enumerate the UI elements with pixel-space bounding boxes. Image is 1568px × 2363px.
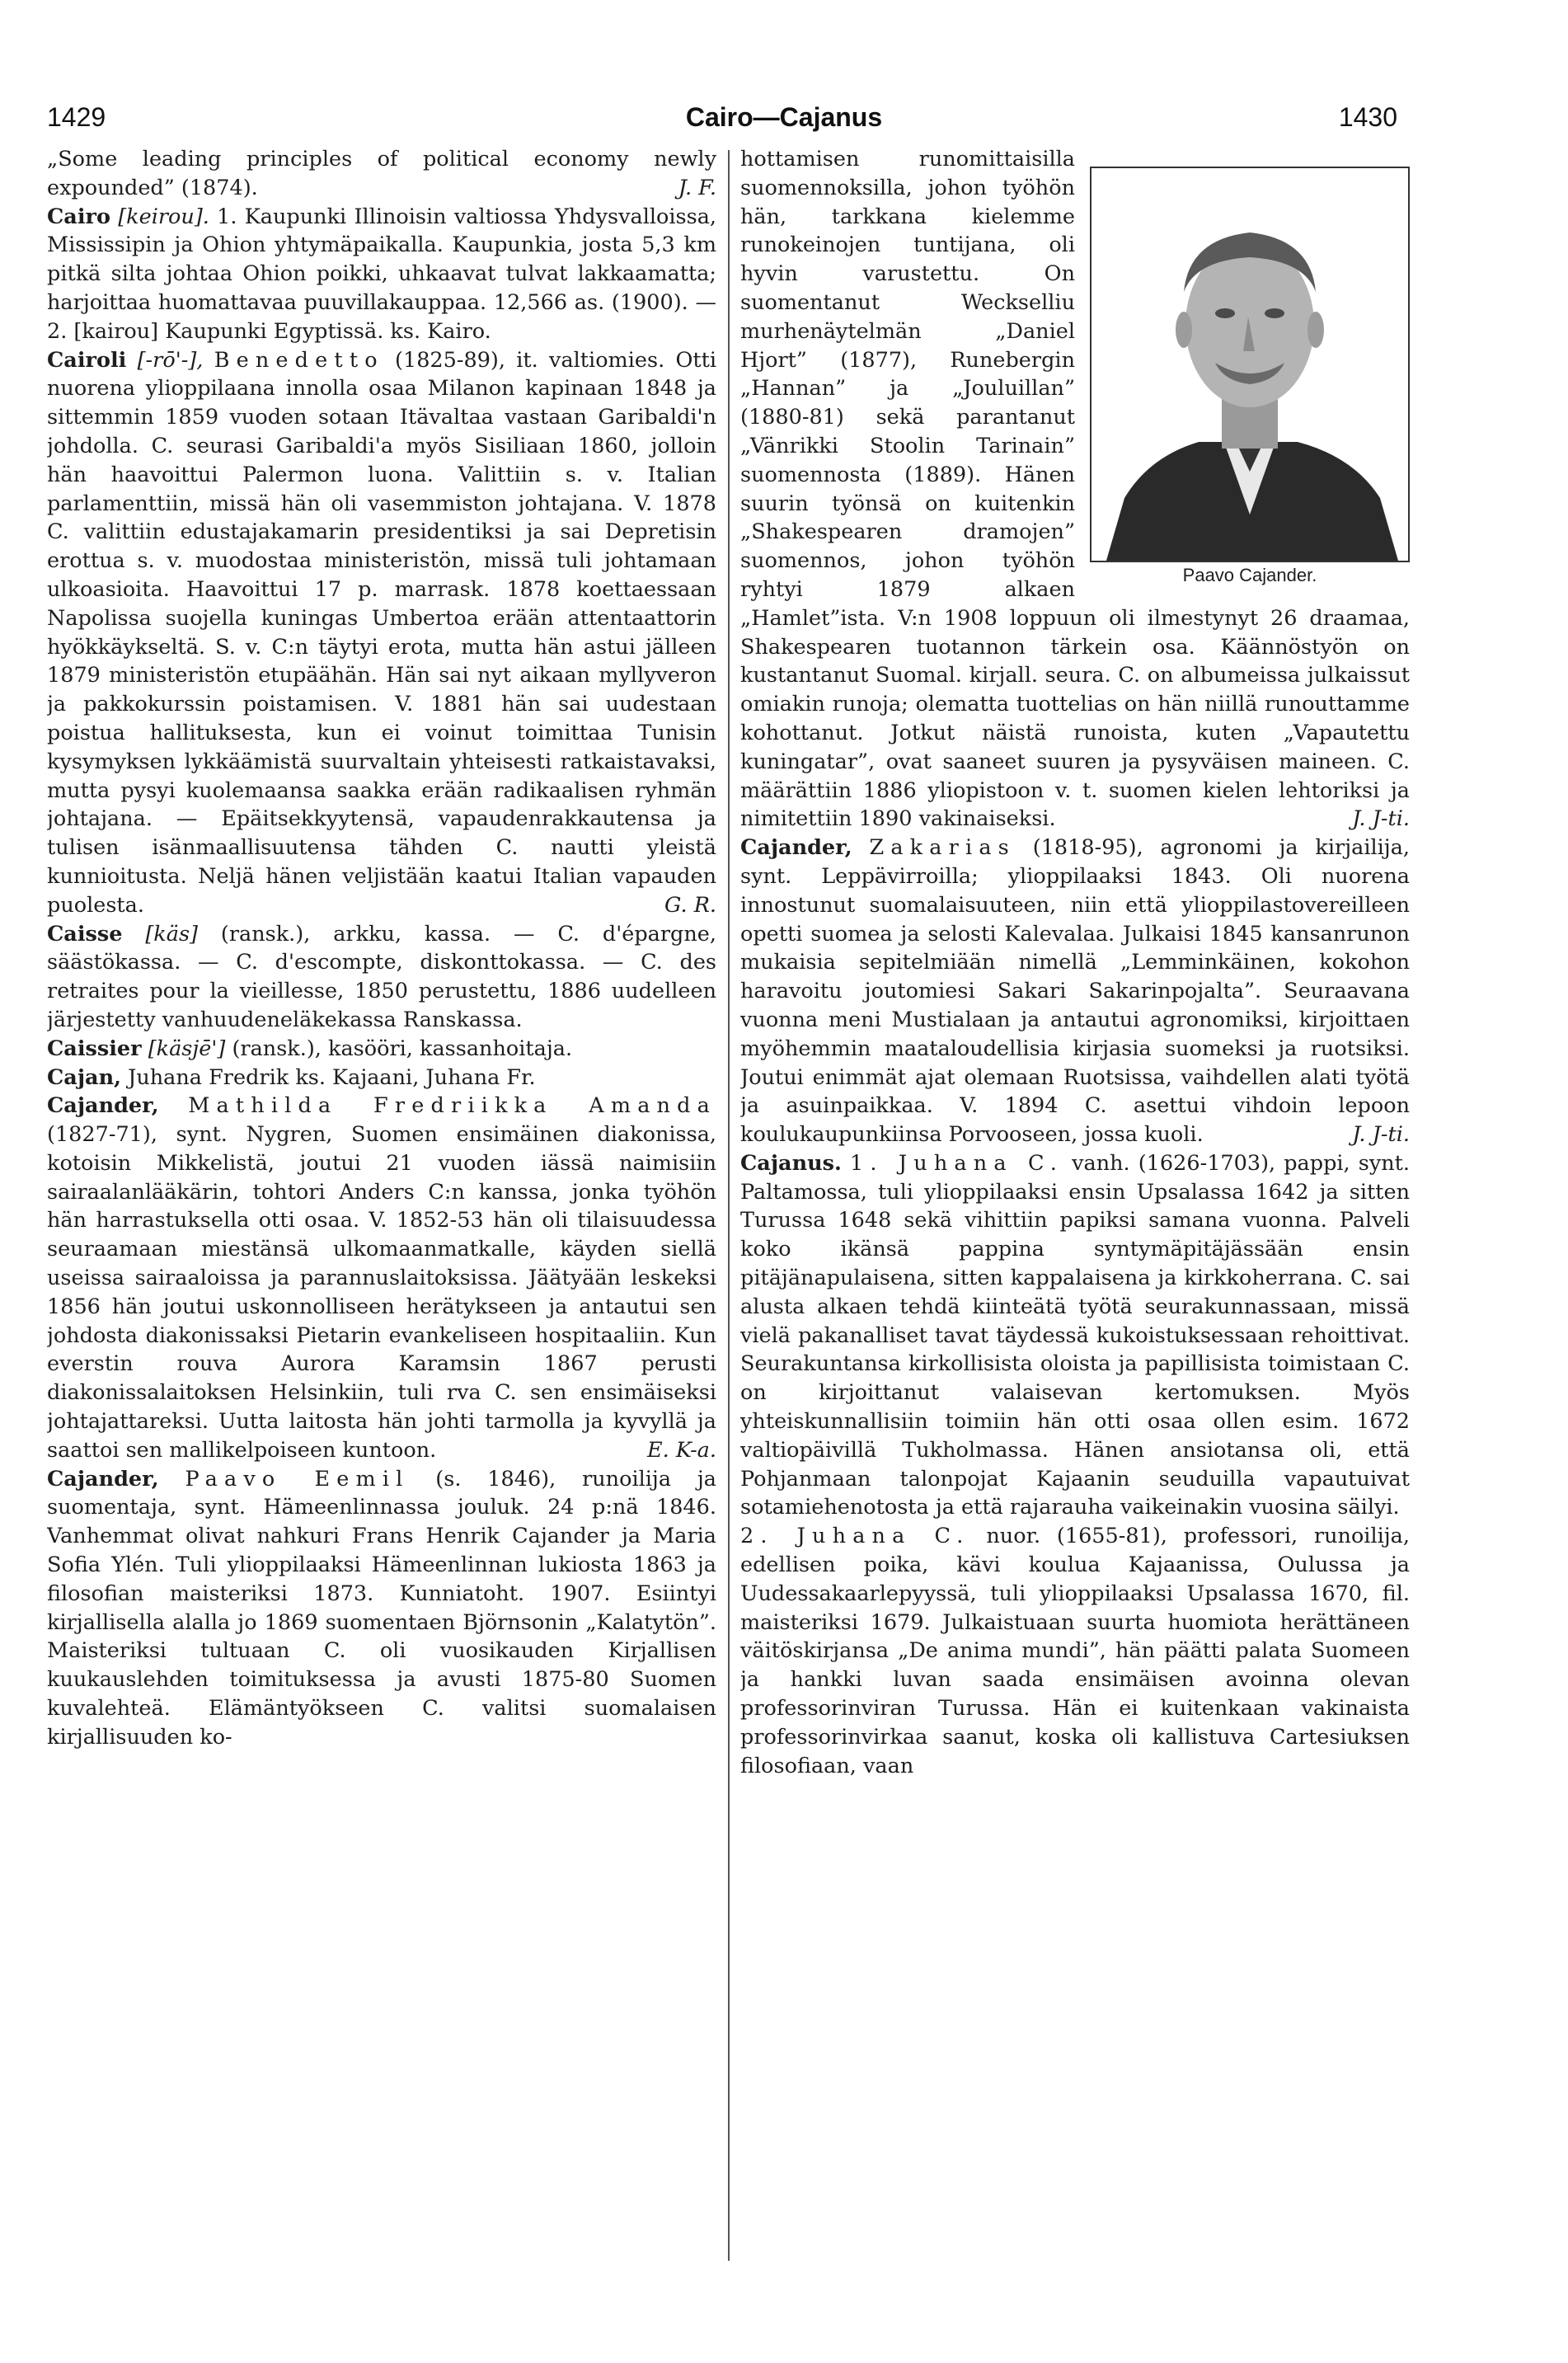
- article-entry: [740, 1149, 1410, 1522]
- entry-text: (1827-71), synt. Nygren, Suomen ensimäinen diakonissa, kotoisin Mikkelistä, joutui 21 vuoden iässä naimisiin sairaalanlääkärin, tohtori Anders C:n kanssa, jonka työhön hän harrastuksella otti osaa. V. 1852-53 hän oli tilaisuudessa seuraamaan miestänsä ulkomaanmatkalle, käyden siellä useissa sairaaloissa ja parannuslaitoksissa. Jäätyään leskeksi 1856 hän joutui uskonnolliseen herätykseen ja antautui sen johdosta diakonissaksi Pietarin evankeliseen hospitaaliin. Kun everstin rouva Aurora Karamsin 1867 perusti diakonissalaitoksen Helsinkiin, tuli rva C. sen ensimäiseksi johtajattareksi. Uutta laitosta hän johti tarmolla ja kyvyllä ja saattoi sen mallikelpoiseen kuntoon.: [47, 1122, 716, 1463]
- entry-text: „Some leading principles of political economy newly expounded” (1874).: [47, 147, 716, 200]
- right-column: [740, 145, 1410, 2289]
- pronunciation: [käsjē']: [148, 1036, 226, 1061]
- entry-text: nuor. (1655-81), professori, runoilija, edellisen poika, kävi koulua Kajaanissa, Oulussa ja Uudessakaarlepyyssä, tuli ylioppilaaksi Upsalassa 1670, fil. maisteriksi 1679. Julkaistuaan suurta huomiota herättäneen väitöskirjansa „De anima mundi”, hän päätti palata Suomeen ja hankki luvan saada ensimäisen avoinna olevan professorinviran Turussa. Hän ei kuitenkaan vakinaista professorinvirkaa saanut, koska oli kallistuva Cartesiuksen filosofiaan, vaan: [740, 1524, 1410, 1778]
- article-entry: [740, 834, 1410, 1149]
- headword: Caisse: [47, 921, 123, 947]
- headword: Cajander,: [47, 1466, 159, 1492]
- entry-text: hottamisen runomittaisilla suomennoksilla, johon työhön hän, tarkkana kielemme runokeinojen tuntijana, oli hyvin varustettu. On suomentanut Weckselliu murhenäytelmän „Daniel Hjort” (1877), Runebergin „Hannan” ja „Jouluillan” (1880-81) sekä parantanut „Vänrikki Stoolin Tarinain” suomennosta (1889). Hänen suurin työnsä on kuitenkin „Shakespearen dramojen” suomennos, johon työhön ryhtyi 1879 alkaen „Hamlet”ista. V:n 1908 loppuun oli ilmestynyt 26 draamaa, Shakespearen tuotannon tärkein osa. Käännöstyön on kustantanut Suomal. kirjall. seura. C. on albumeissa julkaissut omiakin runoja; olematta tuottelias on hän niillä runouttamme kohottanut. Jotkut näistä runoista, kuten „Vapautettu kuningatar”, ovat saaneet suuren ja pysyväisen maineen. C. määrättiin 1886 yliopistoon v. t. suomen kielen lehtoriksi ja nimitettiin 1890 vakinaiseksi.: [740, 147, 1410, 832]
- entry-text: vanh. (1626-1703), pappi, synt. Paltamossa, tuli ylioppilaaksi ensin Upsalassa 1642 ja sitten Turussa 1648 sekä vihittiin papiksi samana vuonna. Palveli koko ikänsä pappina syntymäpitäjässään ensin pitäjänapulaisena, sitten kappalaisena ja kirkkoherrana. C. sai alusta alkaen tehdä kiinteätä työtä seurakunnassaan, missä vielä pakanalliset tavat täydessä kukoistuksessaan rehoittivat. Seurakuntansa kirkollisista oloista ja papillisista toimistaan C. on kirjoittanut valaisevan kertomuksen. Myös yhteiskunnallisiin toimiin hän otti osaa ollen esim. 1672 valtiopäivillä Tukholmassa. Hänen ansiotansa oli, että Pohjanmaan talonpojat Kajaanin seuduilla vapautuivat sotamiehenotosta ja että rajarauha vaikeinakin vuosina säilyi.: [740, 1150, 1410, 1520]
- article-entry: [47, 1035, 716, 1064]
- article-entry: [47, 1465, 716, 1752]
- headword: Caissier: [47, 1036, 142, 1061]
- left-column: [47, 145, 716, 2289]
- article-entry: [47, 346, 716, 920]
- article-entry: [740, 1522, 1410, 1780]
- entry-text: (s. 1846), runoilija ja suomentaja, synt. Hämeenlinnassa jouluk. 24 p:nä 1846. Vanhemmat olivat nahkuri Frans Henrik Cajander ja Maria Sofia Ylén. Tuli ylioppilaaksi Hämeenlinnan lukiosta 1863 ja filosofian maisteriksi 1873. Kunniatoht. 1907. Esiintyi kirjallisella alalla jo 1869 suomentaen Björnsonin „Kalatytön”. Maisteriksi tultuaan C. oli vuosikauden Kirjallisen kuukauslehden toimituksessa ja avusti 1875-80 Suomen kuvalehteä. Elämäntyökseen C. valitsi suomalaisen kirjallisuuden ko-: [47, 1466, 716, 1750]
- author-signature: E. K-a.: [647, 1437, 716, 1463]
- entry-text: (ransk.), kasööri, kassanhoitaja.: [232, 1036, 573, 1061]
- spaced-name: Benedetto: [214, 347, 384, 373]
- right-page-number: 1430: [1338, 102, 1397, 132]
- entry-text: (ransk.), arkku, kassa. — C. d'épargne, säästökassa. — C. d'escompte, diskonttokassa. — C. des retraites pour la vieillesse, 1850 perustettu, 1886 uudelleen järjestetty vanhuudeneläkekassa Ranskassa.: [47, 921, 716, 1032]
- headword: Cajander,: [47, 1093, 159, 1119]
- headword: Cairo: [47, 204, 110, 229]
- headword: Cajan,: [47, 1064, 121, 1090]
- spaced-name: 1. Juhana C.: [849, 1150, 1063, 1176]
- author-signature: J. J-ti.: [1352, 1122, 1410, 1148]
- spaced-name: Paavo Eemil: [185, 1466, 410, 1492]
- column-divider: [728, 150, 730, 2261]
- article-entry: [47, 1064, 716, 1092]
- article-entry: [47, 145, 716, 203]
- entry-text: Juhana Fredrik ks. Kajaani, Juhana Fr.: [128, 1064, 536, 1090]
- portrait-figure: [1090, 145, 1410, 590]
- pronunciation: [keirou].: [118, 204, 209, 229]
- article-entry: [47, 203, 716, 346]
- spaced-name: 2. Juhana C.: [740, 1524, 970, 1549]
- pronunciation: [käs]: [145, 921, 198, 947]
- page-running-title: Cairo—Cajanus: [685, 102, 883, 132]
- article-entry: [47, 920, 716, 1035]
- author-signature: J. F.: [678, 175, 716, 200]
- portrait-photo-drawing: [1091, 168, 1408, 561]
- entry-text: 1. Kaupunki Illinoisin valtiossa Yhdysvalloissa, Mississipin ja Ohion yhtymäpaikalla. Kaupunkia, josta 5,3 km pitkä silta johtaa Ohion poikki, uhkaavat tulvat lakkaamatta; harjoittaa huomattavaa puuvillakauppaa. 12,566 as. (1900). — 2. [kairou] Kaupunki Egyptissä. ks. Kairo.: [47, 204, 716, 344]
- author-signature: J. J-ti.: [1352, 806, 1410, 832]
- left-page-number: 1429: [47, 102, 106, 132]
- entry-text: (1825-89), it. valtiomies. Otti nuorena ylioppilaana innolla osaa Milanon kapinaan 1848 ja sittemmin 1859 vuoden sotaan Itävaltaa vastaan Garibaldi'n johdolla. C. seurasi Garibaldi'a myös Sisiliaan 1860, jolloin hän haavoittui Palermon luona. Valittiin s. v. Italian parlamenttiin, missä hän oli vasemmiston johtajana. V. 1878 C. valittiin edustajakamarin presidentiksi ja sai Depretisin erottua s. v. muodostaa ministeristön, missä tuli johtamaan ulkoasioita. Haavoittui 17 p. marrask. 1878 koettaessaan Napolissa suojella kuningas Umbertoa erään attentaattorin hyökkäykseltä. S. v. C:n täytyi erota, mutta hän astui jälleen 1879 ministeristön etupäähän. Hän sai nyt aikaan myllyveron ja pakkokurssin poistamisen. V. 1881 hän sai uudestaan poistua hallituksesta, kun ei voinut toimittaa Tunisin kysymyksen lykkäämistä suurvaltain yhteisesti ratkaistavaksi, mutta pysyi kuolemaansa saakka erään radikaalisen ryhmän johtajana. — Epäitsekkyytensä, vapaudenrakkautensa ja tulisen isänmaallisuutensa tähden C. nautti yleistä kunnioitusta. Neljä hänen veljistään kaatui Italian vapauden puolesta.: [47, 347, 716, 918]
- spaced-name: Mathilda Fredriikka Amanda: [188, 1093, 716, 1119]
- spaced-name: Zakarias: [869, 835, 1016, 861]
- entry-text: (1818-95), agronomi ja kirjailija, synt. Leppävirroilla; ylioppilaaksi 1843. Oli nuorena innostunut suomalaisuuteen, niin että ylioppilastovereilleen opetti suomea ja selosti Kalevalaa. Julkaisi 1845 kansanrunon mukaisia sepitelmiään nimellä „Lemminkäinen, kokohon haravoitu joutomiesi Sakari Sakarinpojalta”. Seuraavana vuonna meni Mustialaan ja antautui agronomiksi, kirjoittaen myöhemmin maataloudellisia kirjasia suomeksi ja ruotsiksi. Joutui enimmät ajat olemaan Ruotsissa, vaihdellen alati työtä ja asuinpaikkaa. V. 1894 C. asettui vihdoin lepoon koulukaupunkiinsa Porvooseen, jossa kuoli.: [740, 835, 1410, 1148]
- pronunciation: [-rō'-],: [137, 347, 204, 373]
- headword: Cajander,: [740, 835, 852, 861]
- headword: Cairoli: [47, 347, 127, 373]
- portrait-photo: [1090, 167, 1410, 562]
- portrait-caption: Paavo Cajander.: [1182, 565, 1317, 585]
- article-entry: [47, 1092, 716, 1464]
- headword: Cajanus.: [740, 1150, 842, 1176]
- author-signature: G. R.: [664, 892, 716, 918]
